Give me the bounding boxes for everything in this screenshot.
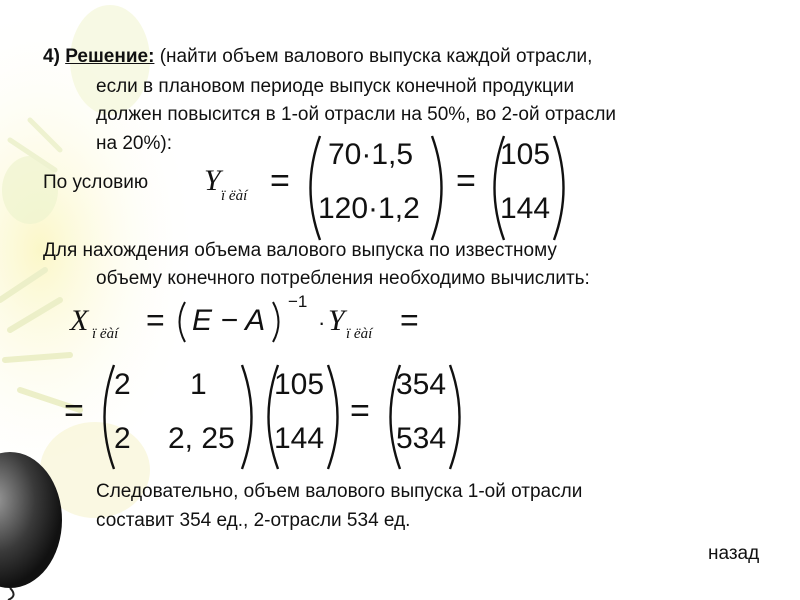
left-paren-icon (298, 133, 324, 243)
matrix-cell-22: 2, 25 (168, 422, 235, 455)
formula3-eq: = (64, 392, 84, 430)
intro-line-2: если в плановом периоде выпуск конечной продукции (96, 76, 575, 97)
result-cell-2: 534 (396, 422, 447, 455)
formula1-var: Y (204, 164, 221, 197)
formula2-lhs-var: X (70, 304, 89, 337)
formula2-lhs-sub: ï ëàí (92, 326, 119, 342)
formula3-eq2: = (350, 392, 370, 430)
heading-line (43, 44, 592, 69)
formula2-eq: = (146, 302, 165, 338)
vector-cell-2: 144 (274, 422, 325, 455)
right-paren-icon (428, 133, 454, 243)
paragraph-line-1: Для нахождения объема валового выпуска по известному (43, 240, 557, 261)
condition-label: По условию (43, 172, 149, 193)
paragraph-line-2: объему конечного потребления необходимо вычислить: (96, 268, 590, 289)
matrix-cell-21: 2 (114, 422, 131, 455)
formula1-bottom: 120·1,2 (318, 192, 420, 225)
formula2-expr: E − A (192, 304, 266, 337)
left-paren-icon (172, 300, 188, 344)
heading-text: (найти объем валового выпуска каждой отрасли, (159, 46, 593, 67)
formula2-exp: −1 (288, 292, 308, 311)
right-paren-icon (324, 362, 350, 472)
conclusion-line-2: составит 354 ед., 2-отрасли 534 ед. (96, 510, 411, 531)
formula1-res-top: 105 (500, 138, 551, 171)
conclusion-line-1: Следовательно, объем валового выпуска 1-ой отрасли (96, 481, 583, 502)
heading-number: 4) (43, 46, 60, 67)
formula2-eq-end: = (400, 302, 419, 338)
formula1-res-bottom: 144 (500, 192, 551, 225)
right-paren-icon (446, 362, 472, 472)
intro-line-4: на 20%): (96, 133, 172, 154)
intro-line-3: должен повысится в 1-ой отрасли на 50%, во 2-ой отрасли (96, 104, 617, 125)
formula1-eq2: = (456, 162, 476, 200)
result-cell-1: 354 (396, 368, 447, 401)
vector-cell-1: 105 (274, 368, 325, 401)
matrix-cell-12: 1 (190, 368, 207, 401)
formula1-eq: = (270, 162, 290, 200)
formula1-sub: ï ëàí (221, 188, 248, 204)
formula2-dot: · (318, 310, 326, 335)
matrix-cell-11: 2 (114, 368, 131, 401)
formula2-rhs-sub: ï ëàí (346, 326, 373, 342)
right-paren-icon (550, 133, 576, 243)
right-paren-icon (270, 300, 286, 344)
formula2-rhs-var: Y (328, 304, 345, 337)
back-link[interactable]: назад (708, 543, 760, 564)
formula1-top: 70·1,5 (328, 138, 414, 171)
heading-label: Решение: (65, 46, 155, 67)
